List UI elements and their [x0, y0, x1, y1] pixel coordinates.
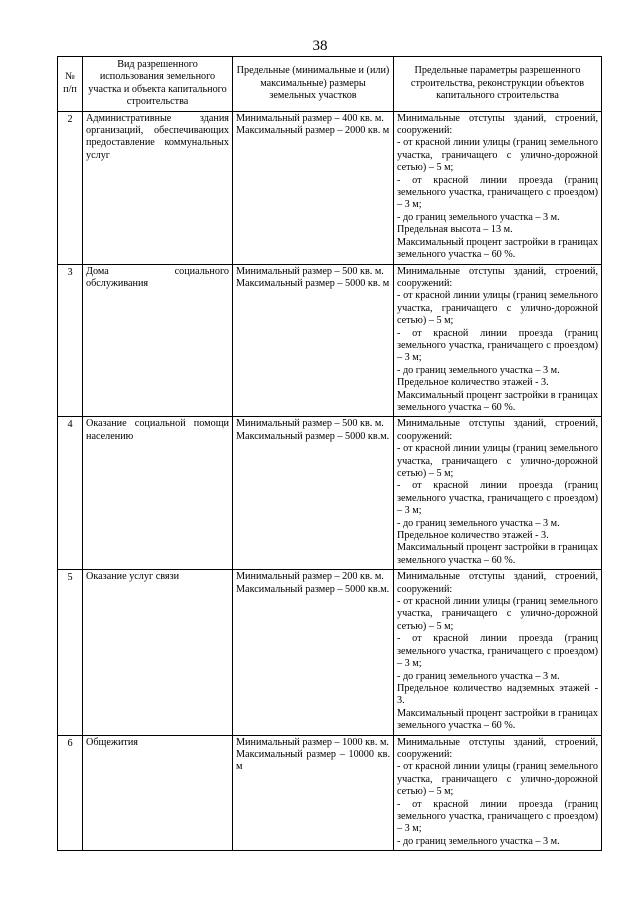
param-line: Минимальные отступы зданий, строений, сооружений:	[397, 265, 598, 289]
size-max: Максимальный размер – 5000 кв.м.	[236, 583, 390, 595]
param-line: Максимальный процент застройки в границах земельного участка – 60 %.	[397, 236, 598, 261]
param-line: - от красной линии проезда (границ земельного участка, граничащего с проездом) – 3 м;	[397, 327, 598, 364]
row-use: Административные здания организаций, обеспечивающих предоставление коммунальных услуг	[83, 111, 233, 264]
land-use-table	[57, 56, 602, 851]
param-line: - до границ земельного участка – 3 м.	[397, 364, 560, 376]
row-size	[233, 264, 394, 417]
param-line: - от красной линии улицы (границ земельного участка, граничащего с улично-дорожной сетью) – 5 м;	[397, 137, 598, 174]
row-params	[394, 264, 602, 417]
header-size: Предельные (минимальные и (или) максимальные) размеры земельных участков	[233, 57, 394, 112]
table-header-row	[58, 57, 602, 112]
size-min: Минимальный размер – 1000 кв. м.	[236, 736, 389, 748]
size-min: Минимальный размер – 500 кв. м.	[236, 265, 384, 277]
header-params: Предельные параметры разрешенного строительства, реконструкции объектов капитального строительства	[394, 57, 602, 112]
param-line: - от красной линии улицы (границ земельного участка, граничащего с улично-дорожной сетью) – 5 м;	[397, 761, 598, 798]
row-use: Дома социального обслуживания	[83, 264, 233, 417]
param-line: - от красной линии проезда (границ земельного участка, граничащего с проездом) – 3 м;	[397, 480, 598, 517]
param-line: Предельная высота – 13 м.	[397, 224, 513, 236]
param-line: Минимальные отступы зданий, строений, сооружений:	[397, 571, 598, 595]
param-line: Предельное количество этажей - 3.	[397, 530, 549, 542]
param-line: Предельное количество этажей - 3.	[397, 377, 549, 389]
size-min: Минимальный размер – 200 кв. м.	[236, 571, 384, 583]
page-number: 38	[312, 38, 328, 54]
row-num: 6	[58, 735, 83, 851]
row-size	[233, 570, 394, 735]
row-size	[233, 111, 394, 264]
table-row	[58, 417, 602, 570]
size-min: Минимальный размер – 400 кв. м.	[236, 112, 384, 124]
row-num: 5	[58, 570, 83, 735]
row-num: 4	[58, 417, 83, 570]
row-params	[394, 570, 602, 735]
param-line: - от красной линии проезда (границ земельного участка, граничащего с проездом) – 3 м;	[397, 174, 598, 211]
row-num: 3	[58, 264, 83, 417]
table-row	[58, 111, 602, 264]
param-line: - от красной линии проезда (границ земельного участка, граничащего с проездом) – 3 м;	[397, 798, 598, 835]
size-max: Максимальный размер – 5000 кв.м.	[236, 430, 390, 442]
table-row	[58, 735, 602, 851]
size-max: Максимальный размер – 10000 кв. м	[236, 748, 390, 773]
param-line: - от красной линии улицы (границ земельного участка, граничащего с улично-дорожной сетью) – 5 м;	[397, 290, 598, 327]
header-use: Вид разрешенного использования земельного участка и объекта капитального строительства	[83, 57, 233, 112]
size-max: Максимальный размер – 2000 кв. м	[236, 125, 390, 137]
param-line: - до границ земельного участка – 3 м.	[397, 670, 560, 682]
size-max: Максимальный размер – 5000 кв. м	[236, 277, 390, 289]
param-line: Максимальный процент застройки в границах земельного участка – 60 %.	[397, 707, 598, 732]
param-line: - до границ земельного участка – 3 м.	[397, 835, 560, 847]
param-line: - до границ земельного участка – 3 м.	[397, 517, 560, 529]
row-size	[233, 417, 394, 570]
row-params	[394, 735, 602, 851]
row-params	[394, 417, 602, 570]
param-line: - до границ земельного участка – 3 м.	[397, 211, 560, 223]
param-line: - от красной линии улицы (границ земельного участка, граничащего с улично-дорожной сетью) – 5 м;	[397, 443, 598, 479]
param-line: - от красной линии улицы (границ земельного участка, граничащего с улично-дорожной сетью) – 5 м;	[397, 596, 598, 632]
param-line: Максимальный процент застройки в границах земельного участка – 60 %.	[397, 389, 598, 413]
table-row	[58, 264, 602, 417]
param-line: Минимальные отступы зданий, строений, сооружений:	[397, 112, 598, 137]
row-params	[394, 111, 602, 264]
row-use: Оказание социальной помощи населению	[83, 417, 233, 570]
row-use: Общежития	[83, 735, 233, 851]
param-line: Максимальный процент застройки в границах земельного участка – 60 %.	[397, 542, 598, 566]
header-num: № п/п	[58, 57, 83, 112]
row-num: 2	[58, 111, 83, 264]
param-line: Минимальные отступы зданий, строений, сооружений:	[397, 418, 598, 442]
size-min: Минимальный размер – 500 кв. м.	[236, 418, 384, 430]
param-line: Предельное количество надземных этажей - 3.	[397, 682, 598, 707]
row-use: Оказание услуг связи	[83, 570, 233, 735]
row-size	[233, 735, 394, 851]
param-line: Минимальные отступы зданий, строений, сооружений:	[397, 736, 598, 760]
param-line: - от красной линии проезда (границ земельного участка, граничащего с проездом) – 3 м;	[397, 633, 598, 670]
table-row	[58, 570, 602, 735]
